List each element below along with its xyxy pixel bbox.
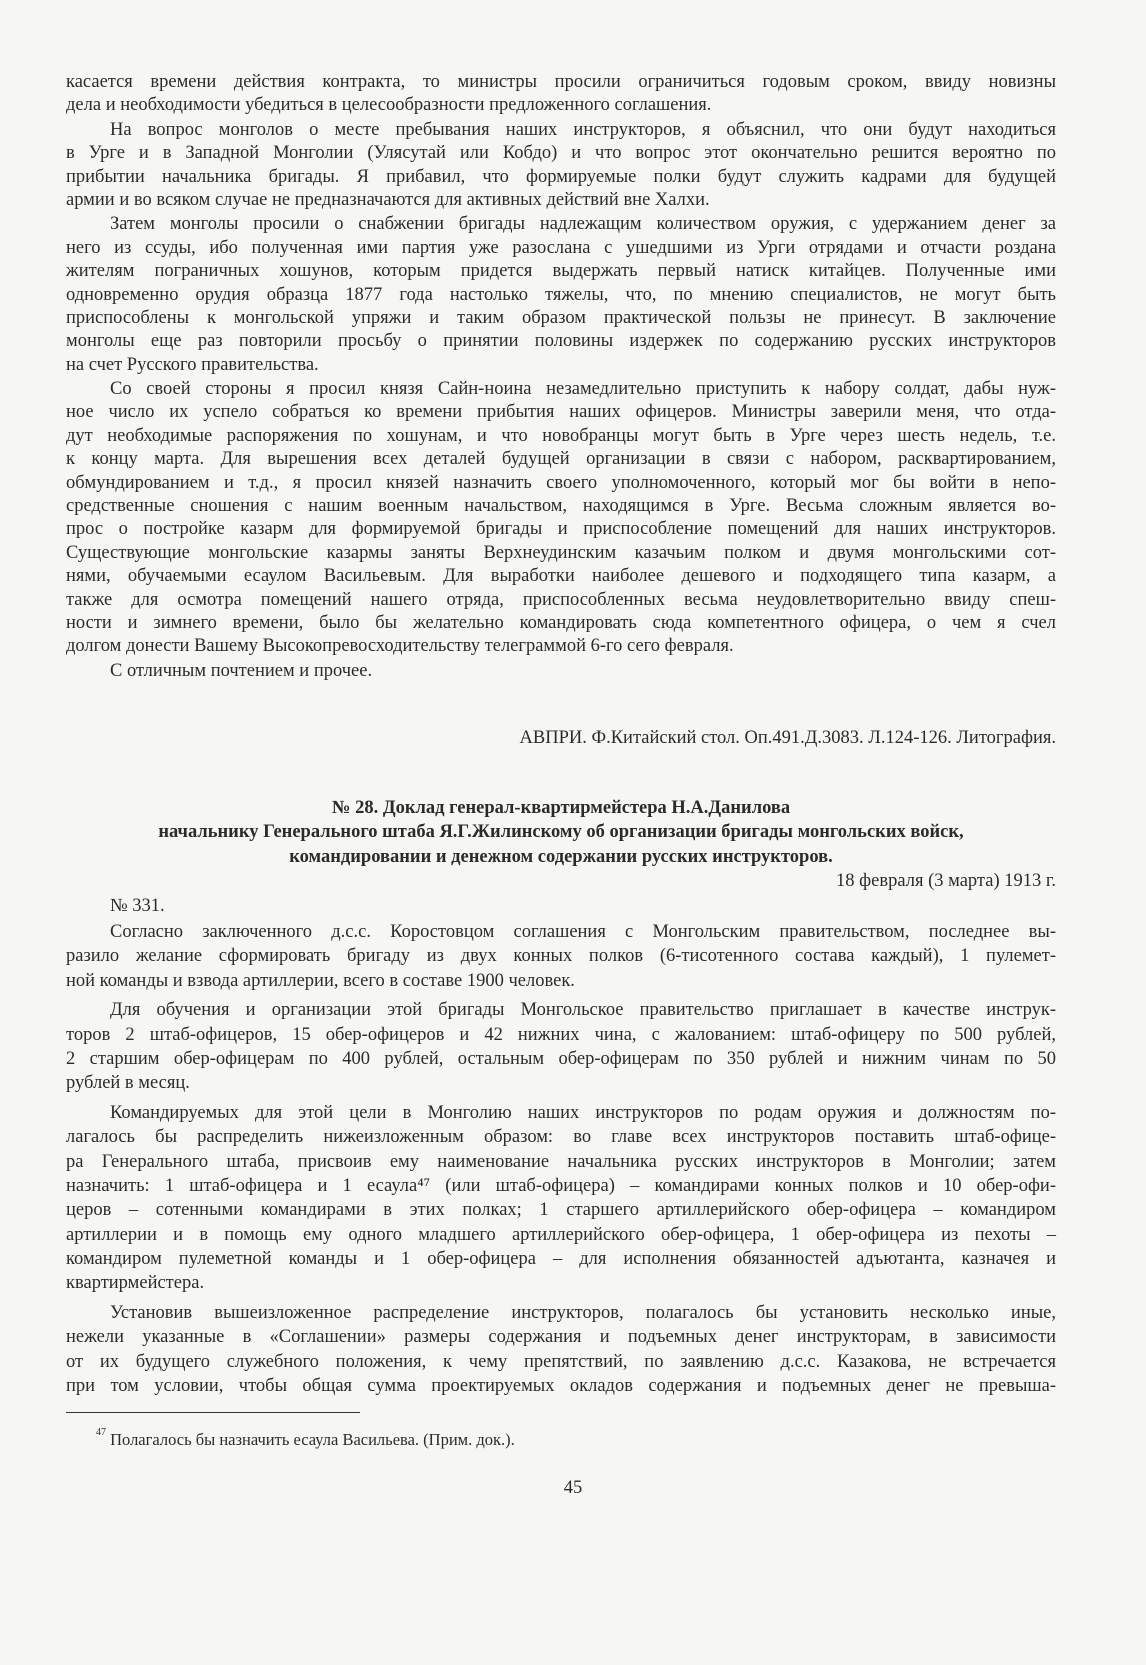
document-date: 18 февраля (3 марта) 1913 г. — [836, 871, 1056, 891]
heading-line: № 28. Доклад генерал-квартирмейстера Н.А.Данилова — [331, 798, 791, 818]
text-line: армии и во всяком случае не предназначаются для активных действий вне Халхи. — [66, 189, 710, 210]
text-line: Командируемых для этой цели в Монголию наших инструкторов по родам оружия и должностям по- — [110, 1102, 1056, 1123]
paragraph — [66, 1301, 1056, 1399]
text-line: средственные сношения с нашим военным начальством, находящимся в Урге. Весьма сложным является во- — [66, 496, 1056, 517]
text-line: него из ссуды, ибо полученная ими партия уже разослана с ушедшими из Урги отрядами и отчасти роздана — [66, 237, 1056, 258]
text-line: ное число их успело собраться ко времени прибытия наших офицеров. Министры заверили меня, что отда- — [66, 402, 1056, 423]
text-line: Установив вышеизложенное распределение инструкторов, полагалось бы установить несколько иные, — [110, 1302, 1056, 1323]
text-line: нями, обучаемыми есаулом Васильевым. Для выработки наиболее дешевого и подходящего типа казарм, а — [66, 566, 1056, 587]
text-line: ра Генерального штаба, присвоив ему наименование начальника русских инструкторов в Монголии; затем — [66, 1151, 1056, 1172]
text-line: торов 2 штаб-офицеров, 15 обер-офицеров и 42 нижних чина, с жалованием: штаб-офицеру по 500 рублей, — [66, 1024, 1056, 1045]
footnote-text: Полагалось бы назначить есаула Васильева. (Прим. док.). — [110, 1430, 515, 1449]
text-line: жителям пограничных хошунов, которым придется выдержать первый натиск китайцев. Полученные ими — [66, 261, 1056, 282]
archive-source-reference: АВПРИ. Ф.Китайский стол. Оп.491.Д.3083. Л.124-126. Литография. — [519, 728, 1056, 748]
heading-line: командировании и денежном содержании русских инструкторов. — [289, 846, 833, 867]
paragraph — [66, 1101, 1056, 1296]
text-line: рублей в месяц. — [66, 1073, 190, 1094]
text-line: обмундированием и т.д., я просил князей назначить своего уполномоченного, который мог бы войти в непо- — [66, 472, 1056, 493]
text-line: назначить: 1 штаб-офицера и 1 есаула⁴⁷ (или штаб-офицера) – командирами конных полков и 10 обер-офи- — [66, 1175, 1056, 1196]
text-line: прос о постройке казарм для формируемой бригады и приспособление помещений для наших инструкторов. — [66, 519, 1056, 540]
text-line: ной команды и взвода артиллерии, всего в составе 1900 человек. — [66, 970, 575, 991]
text-line: касается времени действия контракта, то министры просили ограничиться годовым сроком, ввиду новизны — [66, 72, 1056, 92]
text-line: к концу марта. Для вырешения всех деталей будущей организации в связи с набором, расквартированием, — [66, 449, 1056, 470]
text-line: при том условии, чтобы общая сумма проектируемых окладов содержания и подъемных денег не превыша- — [66, 1376, 1056, 1397]
paragraph — [66, 920, 1056, 993]
document-number: № 331. — [110, 896, 165, 916]
lower-text-block — [66, 920, 1056, 1398]
footnote-divider — [66, 1412, 360, 1413]
text-line: также для осмотра помещений нашего отряда, приспособленных весьма неудовлетворительно ввиду спеш- — [66, 589, 1056, 610]
text-line: приспособлены к монгольской упряжи и таким образом практической пользы не принесут. В заключение — [66, 307, 1056, 328]
footnote-mark: 47 — [96, 1427, 106, 1438]
upper-text-block — [66, 71, 1056, 683]
text-line: на счет Русского правительства. — [66, 354, 319, 375]
text-line: артиллерии и в помощь ему одного младшего артиллерийского обер-офицера, 1 обер-офицера из пехоты – — [66, 1224, 1056, 1245]
paragraph — [66, 213, 1056, 377]
page-number: 45 — [563, 1478, 583, 1498]
footnote — [96, 1427, 515, 1450]
text-line: дела и необходимости убедиться в целесообразности предложенного соглашения. — [66, 95, 712, 116]
paragraph — [66, 71, 1056, 118]
text-line: монголы еще раз повторили просьбу о принятии половины издержек по содержанию русских инструкторов — [66, 331, 1056, 352]
text-line: ности и зимнего времени, было бы желательно командировать сюда компетентного офицера, о чем я счел — [66, 612, 1056, 633]
document-heading — [66, 796, 1056, 869]
text-line: долгом донести Вашему Высокопревосходительству телеграммой 6-го сего февраля. — [66, 636, 734, 657]
text-line: прибытии начальника бригады. Я прибавил, что формируемые полки будут служить кадрами для будущей — [66, 166, 1056, 187]
text-line: от их будущего служебного положения, к чему препятствий, по заявлению д.с.с. Казакова, не встречается — [66, 1351, 1056, 1372]
text-line: нежели указанные в «Соглашении» размеры содержания и подъемных денег инструкторам, в зависимости — [66, 1327, 1056, 1348]
text-line: Для обучения и организации этой бригады Монгольское правительство приглашает в качестве инструк- — [110, 1000, 1056, 1021]
text-line: На вопрос монголов о месте пребывания наших инструкторов, я объяснил, что они будут находиться — [110, 119, 1056, 140]
text-line: Затем монголы просили о снабжении бригады надлежащим количеством оружия, с удержанием денег за — [110, 214, 1056, 235]
text-line: С отличным почтением и прочее. — [110, 660, 373, 681]
paragraph — [66, 378, 1056, 659]
text-line: в Урге и в Западной Монголии (Улясутай или Кобдо) и что вопрос этот окончательно решится вероятно по — [66, 143, 1056, 164]
heading-line: начальнику Генерального штаба Я.Г.Жилинскому об организации бригады монгольских войск, — [158, 822, 964, 843]
text-line: командиром пулеметной команды и 1 обер-офицера – для исполнения обязанностей адъютанта, казначея и — [66, 1249, 1056, 1270]
paragraph — [66, 119, 1056, 213]
text-line: Существующие монгольские казармы заняты Верхнеудинским казачьим полком и двумя монгольскими сот- — [66, 542, 1056, 563]
text-line: квартирмейстера. — [66, 1273, 205, 1294]
text-line: Со своей стороны я просил князя Сайн-ноина незамедлительно приступить к набору солдат, дабы нуж- — [110, 379, 1056, 400]
text-line: лагалось бы распределить нижеизложенным образом: во главе всех инструкторов поставить штаб-офице- — [66, 1127, 1056, 1148]
text-line: Согласно заключенного д.с.с. Коростовцом соглашения с Монгольским правительством, последнее вы- — [110, 922, 1056, 942]
text-line: одновременно орудия образца 1877 года настолько тяжелы, что, по мнению специалистов, не могут быть — [66, 284, 1056, 305]
text-line: церов – сотенными командирами в этих полках; 1 старшего артиллерийского обер-офицера – командиром — [66, 1200, 1056, 1221]
paragraph — [66, 998, 1056, 1096]
paragraph — [66, 660, 1056, 683]
text-line: дут необходимые распоряжения по хошунам, и что новобранцы могут быть в Урге через шесть недель, т.е. — [66, 425, 1056, 446]
text-line: разило желание сформировать бригаду из двух конных полков (6-тисотенного состава каждый), 1 пулемет- — [66, 946, 1056, 967]
text-line: 2 старшим обер-офицерам по 400 рублей, остальным обер-офицерам по 350 рублей и нижним чинам по 50 — [66, 1048, 1056, 1069]
